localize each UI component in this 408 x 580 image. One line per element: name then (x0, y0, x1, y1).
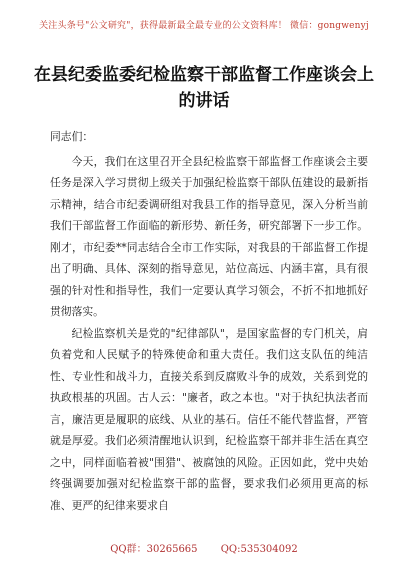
footer-qq-group: QQ群：30265665 (110, 544, 198, 555)
footer-contact (0, 540, 408, 555)
document-title: 在县纪委监委纪检监察干部监督工作座谈会上的讲话 (34, 65, 374, 111)
paragraph-2: 纪检监察机关是党的"纪律部队"，是国家监督的专门机关，肩负着党和人民赋予的特殊使命和重大责任。我们这支队伍的纯洁性、专业性和战斗力，直接关系到反腐败斗争的成效，关系到党的执政根基的巩固。古人云："廉者，政之本也。"对于执纪执法者而言，廉洁更是履职的底线、从业的基石。信任不能代替监督，严管就是厚爱。我们必须清醒地认识到，纪检监察干部并非生活在真空之中，同样面临着被"围猎"、被腐蚀的风险。正因如此，党中央始终强调要加强对纪检监察干部的监督，要求我们必须用更高的标准、更严的纪律来要求自 (50, 326, 368, 512)
paragraph-1: 今天，我们在这里召开全县纪检监察干部监督工作座谈会主要任务是深入学习贯彻上级关于加强纪检监察干部队伍建设的最新指示精神，结合市纪委调研组对我县工作的指导意见，深入分析当前我们干部监督工作面临的新形势、新任务，研究部署下一步工作。刚才，市纪委**同志结合全市工作实际，对我县的干部监督工作提出了明确、具体、深刻的指导意见，站位高远、内涵丰富，具有很强的针对性和指导性，我们一定要认真学习领会，不折不扣地抓好贯彻落实。 (50, 154, 368, 318)
header-promo-text: 关注头条号"公文研究"，获得最新最全最专业的公文资料库！ 微信：gongwenyj (39, 21, 369, 31)
document-body (50, 126, 368, 516)
salutation: 同志们： (50, 130, 94, 143)
footer-qq: QQ:535304092 (220, 544, 298, 555)
